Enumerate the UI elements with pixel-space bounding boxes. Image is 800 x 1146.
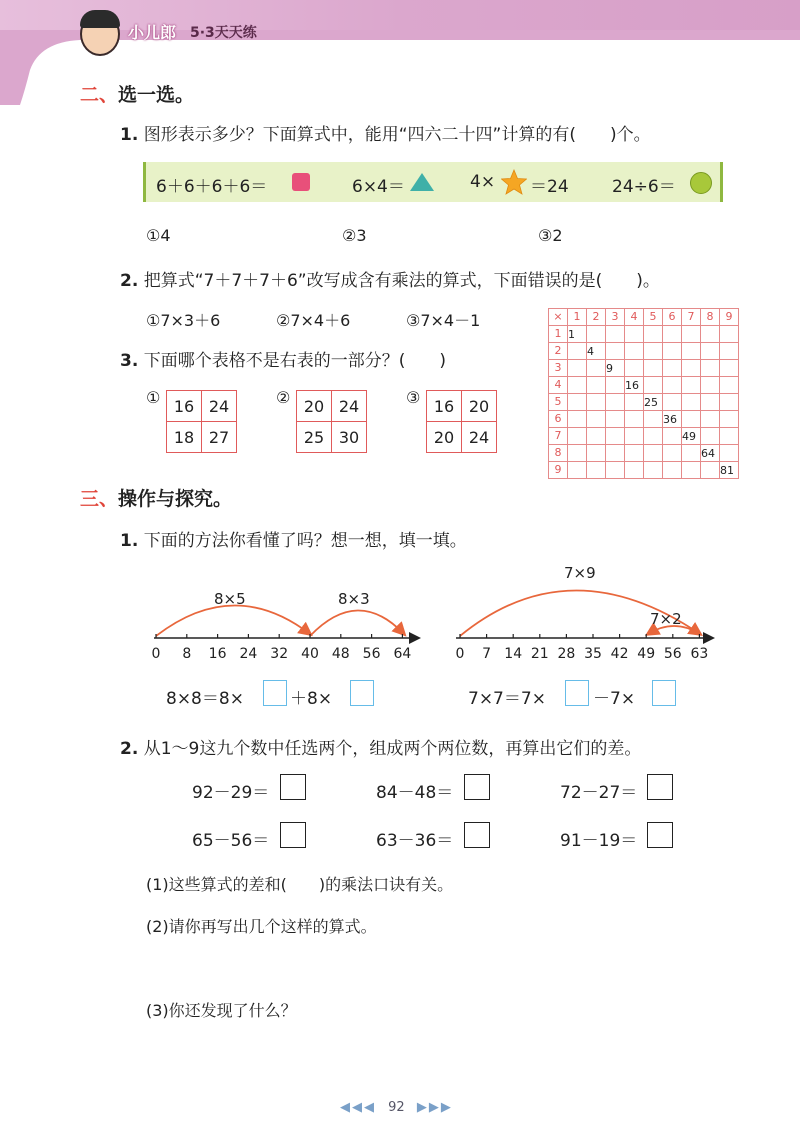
table-cell — [568, 445, 587, 462]
table-cell: 16 — [625, 377, 644, 394]
section-2-title — [80, 80, 194, 107]
table-header-cell: 6 — [663, 309, 682, 326]
option-1-grid — [166, 390, 237, 453]
table-cell — [720, 360, 739, 377]
option-1[interactable]: ①4 — [146, 226, 171, 245]
option-1-label[interactable]: ① — [146, 388, 161, 407]
question-number: 1. — [120, 531, 139, 551]
question-3-1 — [120, 526, 467, 551]
table-cell — [663, 326, 682, 343]
tick-label: 64 — [393, 646, 412, 662]
table-cell — [644, 462, 663, 479]
eq-left-part2: ＋8× — [290, 689, 333, 709]
table-cell — [682, 394, 701, 411]
table-cell — [701, 411, 720, 428]
table-header-cell: 1 — [568, 309, 587, 326]
grid-cell: 24 — [462, 422, 497, 453]
table-row-header: 5 — [549, 394, 568, 411]
grid-cell: 16 — [167, 391, 202, 422]
grid-cell: 24 — [332, 391, 367, 422]
multiplication-table — [548, 308, 739, 479]
question-2-1 — [120, 120, 651, 145]
table-cell — [701, 360, 720, 377]
tick-label: 35 — [584, 646, 602, 662]
section-2-number: 二、 — [80, 84, 119, 106]
table-header-cell: 2 — [587, 309, 606, 326]
table-cell — [663, 445, 682, 462]
table-cell — [568, 411, 587, 428]
table-cell: 25 — [644, 394, 663, 411]
table-cell — [568, 428, 587, 445]
tick-label: 16 — [208, 646, 227, 662]
table-cell — [568, 377, 587, 394]
eq-right-part2: －7× — [593, 689, 636, 709]
table-row-header: 3 — [549, 360, 568, 377]
table-cell — [587, 360, 606, 377]
question-text: 下面的方法你看懂了吗？想一想，填一填。 — [143, 531, 467, 551]
formula-1: 6＋6＋6＋6＝ — [156, 177, 268, 197]
question-number: 1. — [120, 125, 139, 145]
table-cell — [701, 394, 720, 411]
tick-label: 48 — [331, 646, 350, 662]
answer-box[interactable] — [464, 822, 490, 848]
circle-shape-icon — [690, 172, 712, 194]
grid-cell: 25 — [297, 422, 332, 453]
table-cell — [682, 445, 701, 462]
table-cell — [720, 445, 739, 462]
table-cell — [682, 326, 701, 343]
arc-8x3 — [310, 610, 404, 636]
page-number: 92 — [388, 1100, 405, 1115]
grid-cell: 24 — [202, 391, 237, 422]
table-cell — [606, 326, 625, 343]
question-text: 下面哪个表格不是右表的一部分？( ) — [143, 351, 446, 371]
next-arrows-icon: ▶▶▶ — [416, 1100, 453, 1115]
arc-label-7x9: 7×9 — [564, 564, 596, 582]
table-cell — [606, 377, 625, 394]
table-cell — [720, 394, 739, 411]
table-cell — [625, 360, 644, 377]
table-cell — [568, 394, 587, 411]
number-line-left — [148, 576, 428, 671]
table-row-header: 9 — [549, 462, 568, 479]
table-cell — [644, 428, 663, 445]
table-header-cell: 4 — [625, 309, 644, 326]
brand-logo: 小儿郎 — [128, 23, 177, 42]
table-cell — [644, 377, 663, 394]
tick-label: 49 — [637, 646, 656, 662]
tick-label: 32 — [270, 646, 289, 662]
table-cell — [625, 326, 644, 343]
table-row-header: 6 — [549, 411, 568, 428]
table-cell — [720, 377, 739, 394]
table-cell — [644, 411, 663, 428]
table-cell: 9 — [606, 360, 625, 377]
table-cell — [606, 428, 625, 445]
table-cell — [663, 360, 682, 377]
series-title: 5·3天天练 — [190, 25, 257, 41]
table-cell: 36 — [663, 411, 682, 428]
table-cell — [606, 343, 625, 360]
table-cell — [701, 326, 720, 343]
tick-label: 7 — [482, 646, 492, 662]
table-cell — [606, 411, 625, 428]
table-cell — [682, 462, 701, 479]
prev-arrows-icon: ◀◀◀ — [340, 1100, 376, 1115]
table-cell — [720, 428, 739, 445]
tick-label: 40 — [301, 646, 319, 662]
table-cell — [568, 360, 587, 377]
grid-cell: 20 — [462, 391, 497, 422]
equation-1: 92－29＝ — [192, 783, 270, 803]
table-cell — [587, 411, 606, 428]
question-text: 从1～9这九个数中任选两个，组成两个两位数，再算出它们的差。 — [143, 739, 642, 759]
table-cell — [568, 462, 587, 479]
sub-question-3: (3)你还发现了什么？ — [146, 1001, 297, 1020]
grid-cell: 16 — [427, 391, 462, 422]
arc-8x5 — [156, 605, 310, 636]
square-shape-icon — [292, 173, 310, 191]
section-3-label: 操作与探究。 — [118, 488, 233, 510]
tick-label: 56 — [362, 646, 381, 662]
number-line-right — [450, 556, 720, 671]
formula-2: 6×4＝ — [352, 177, 405, 197]
table-cell — [720, 343, 739, 360]
table-cell — [701, 462, 720, 479]
table-header-cell: 5 — [644, 309, 663, 326]
table-cell — [587, 428, 606, 445]
sub-question-1: (1)这些算式的差和( )的乘法口诀有关。 — [146, 875, 454, 894]
table-cell — [663, 462, 682, 479]
table-cell — [663, 428, 682, 445]
tick-label: 21 — [530, 646, 549, 662]
equation-6: 91－19＝ — [560, 831, 638, 851]
arc-label-7x2: 7×2 — [650, 610, 682, 628]
table-cell — [720, 326, 739, 343]
table-cell — [625, 445, 644, 462]
option-3-label[interactable]: ③ — [406, 388, 421, 407]
answer-box[interactable] — [263, 680, 287, 706]
question-number: 2. — [120, 271, 139, 291]
table-cell — [701, 343, 720, 360]
table-cell — [625, 394, 644, 411]
tick-label: 24 — [239, 646, 258, 662]
table-cell — [644, 343, 663, 360]
option-3[interactable]: ③7×4－1 — [406, 311, 481, 330]
question-2-3 — [120, 346, 446, 371]
table-cell — [606, 394, 625, 411]
table-cell — [625, 462, 644, 479]
tick-label: 63 — [690, 646, 709, 662]
option-1[interactable]: ①7×3＋6 — [146, 311, 221, 330]
tick-label: 0 — [455, 646, 465, 662]
formula-3a: 4× — [470, 172, 496, 192]
tick-label: 8 — [182, 646, 192, 662]
section-3-number: 三、 — [80, 488, 119, 510]
formula-4: 24÷6＝ — [612, 177, 676, 197]
table-cell — [587, 462, 606, 479]
formula-3b: ＝24 — [530, 177, 569, 197]
answer-box[interactable] — [464, 774, 490, 800]
answer-box[interactable] — [280, 774, 306, 800]
page-footer — [340, 1100, 453, 1115]
arc-label-8x5: 8×5 — [214, 590, 246, 608]
mascot-hair-icon — [80, 10, 120, 28]
table-cell — [663, 343, 682, 360]
table-cell — [663, 394, 682, 411]
question-text: 图形表示多少？下面算式中，能用“四六二十四”计算的有( )个。 — [143, 125, 651, 145]
eq-right-part1: 7×7＝7× — [468, 689, 546, 709]
table-cell — [701, 428, 720, 445]
table-cell — [682, 360, 701, 377]
table-cell: 4 — [587, 343, 606, 360]
option-2-label[interactable]: ② — [276, 388, 291, 407]
grid-cell: 20 — [427, 422, 462, 453]
tick-label: 42 — [610, 646, 629, 662]
question-number: 2. — [120, 739, 139, 759]
table-header-cell: 8 — [701, 309, 720, 326]
question-text: 把算式“7＋7＋7＋6”改写成含有乘法的算式，下面错误的是( )。 — [143, 271, 660, 291]
table-cell — [606, 462, 625, 479]
answer-box[interactable] — [280, 822, 306, 848]
answer-box[interactable] — [565, 680, 589, 706]
table-row-header: 7 — [549, 428, 568, 445]
question-3-2 — [120, 734, 641, 759]
tick-label: 14 — [504, 646, 523, 662]
table-cell — [644, 360, 663, 377]
answer-box[interactable] — [647, 774, 673, 800]
table-cell — [663, 377, 682, 394]
table-corner: × — [549, 309, 568, 326]
option-3[interactable]: ③2 — [538, 226, 563, 245]
equation-5: 63－36＝ — [376, 831, 454, 851]
table-cell — [644, 326, 663, 343]
grid-cell: 18 — [167, 422, 202, 453]
table-cell: 49 — [682, 428, 701, 445]
table-row-header: 2 — [549, 343, 568, 360]
table-cell — [568, 343, 587, 360]
option-2-grid — [296, 390, 367, 453]
sub-question-2: (2)请你再写出几个这样的算式。 — [146, 917, 377, 936]
option-2[interactable]: ②7×4＋6 — [276, 311, 351, 330]
table-row-header: 8 — [549, 445, 568, 462]
table-cell — [587, 377, 606, 394]
table-cell: 81 — [720, 462, 739, 479]
table-cell: 64 — [701, 445, 720, 462]
triangle-shape-icon — [410, 173, 434, 191]
table-header-cell: 3 — [606, 309, 625, 326]
tick-label: 0 — [151, 646, 161, 662]
table-cell — [606, 445, 625, 462]
grid-cell: 27 — [202, 422, 237, 453]
table-cell — [682, 377, 701, 394]
table-row-header: 1 — [549, 326, 568, 343]
tick-label: 56 — [663, 646, 682, 662]
question-2-2 — [120, 266, 660, 291]
equation-2: 84－48＝ — [376, 783, 454, 803]
table-cell — [587, 326, 606, 343]
table-cell — [625, 428, 644, 445]
answer-box[interactable] — [350, 680, 374, 706]
answer-box[interactable] — [652, 680, 676, 706]
table-cell — [720, 411, 739, 428]
equation-3: 72－27＝ — [560, 783, 638, 803]
table-cell: 1 — [568, 326, 587, 343]
table-cell — [625, 343, 644, 360]
grid-cell: 20 — [297, 391, 332, 422]
table-cell — [682, 343, 701, 360]
table-cell — [644, 445, 663, 462]
question-number: 3. — [120, 351, 139, 371]
section-2-label: 选一选。 — [118, 84, 195, 106]
equation-4: 65－56＝ — [192, 831, 270, 851]
table-cell — [625, 411, 644, 428]
answer-box[interactable] — [647, 822, 673, 848]
table-cell — [587, 394, 606, 411]
tick-label: 28 — [557, 646, 576, 662]
section-3-title — [80, 484, 232, 511]
table-cell — [682, 411, 701, 428]
grid-cell: 30 — [332, 422, 367, 453]
eq-left-part1: 8×8＝8× — [166, 689, 244, 709]
table-header-cell: 7 — [682, 309, 701, 326]
option-3-grid — [426, 390, 497, 453]
star-shape-icon — [501, 169, 527, 195]
option-2[interactable]: ②3 — [342, 226, 367, 245]
arc-label-8x3: 8×3 — [338, 590, 370, 608]
table-row-header: 4 — [549, 377, 568, 394]
table-header-cell: 9 — [720, 309, 739, 326]
table-cell — [587, 445, 606, 462]
table-cell — [701, 377, 720, 394]
